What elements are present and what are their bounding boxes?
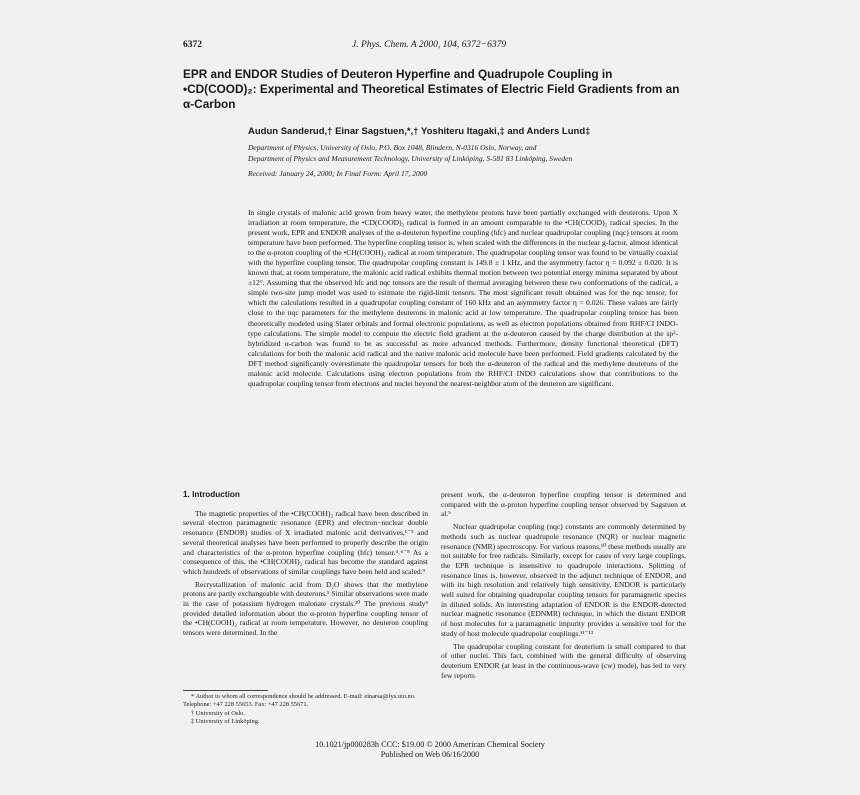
affiliations [248, 142, 688, 164]
body-paragraph: The quadrupolar coupling constant for deuterium is small compared to that of other nuclei. This fact, combined with the general difficulty of observing deuterium ENDOR (at least in the continuous-wave (cw) mode), has led to very few reports [441, 641, 686, 680]
left-column [183, 490, 428, 641]
received-dates: Received: January 24, 2000; In Final Form: April 17, 2000 [248, 169, 428, 178]
affiliation-linkoping: Department of Physics and Measurement Technology, University of Linköping, S-581 83 Linköping, Sweden [248, 154, 573, 163]
affiliation-oslo: Department of Physics, University of Oslo, P.O. Box 1048, Blindern, N-0316 Oslo, Norway, and [248, 143, 537, 152]
section-heading: 1. Introduction [183, 490, 240, 499]
doi-copyright: 10.1021/jp000283h CCC: $19.00 © 2000 American Chemical Society [315, 740, 545, 749]
author-list: Audun Sanderud,† Einar Sagstuen,*,† Yoshiteru Itagaki,‡ and Anders Lund‡ [248, 126, 591, 137]
abstract: In single crystals of malonic acid grown from heavy water, the methylene protons have been partially exchanged with deuterons. Upon X irradiation at room temperature, the •CD(COOD)₂ radical is formed in an amount comparable to the •CH(COOD)₂ radical species. In the present work, EPR and ENDOR analyses of the α-deuteron hyperfine coupling (hfc) and nuclear quadrupolar coupling (nqc) tensors at room temperature have been performed. The hyperfine coupling tensor is, when scaled with the differences in the nuclear g-factor, almost identical to the α-proton coupling of the •CH(COOH)₂ radical at room temperature. The quadrupolar coupling tensor was found to be virtually coaxial with the hyperfine coupling tensor. The quadrupolar coupling constant is 149.8 ± 1 kHz, and the asymmetry factor η = 0.092 ± 0.020. It is known that, at room temperature, the malonic acid radical exhibits thermal motion between two potential energy minima separated by about ±12°. Assuming that the observed hfc and nqc tensors are the result of thermal averaging between these two conformations of the radical, a simple two-site jump model was used to estimate the rigid-limit tensors. The most significant result obtained was for the nqc tensor, for which the calculations resulted in a quadrupolar coupling constant of 160 kHz and an asymmetry factor η = 0.026. These values are fairly close to the nqc parameters for the methylene deuterons in malonic acid at low temperature. The quadrupolar coupling tensor has been theoretically modeled using Slater orbitals and formal electronic populations, as well as electron populations obtained from RHF/CI INDO-type calculations. The simple model to compute the electric field gradient at the α-deuteron caused by the charge distribution at the sp²-hybridized α-carbon was found to be as successful as more advanced methods. Furthermore, density functional theoretical (DFT) calculations for both the malonic acid radical and the native malonic acid molecule have been performed. Field gradients calculated by the DFT method significantly overestimate the quadrupolar tensors for both the α-deuteron of the radical and the methylene deuterons of the malonic acid molecule. Calculations using electron populations from the RHF/CI INDO calculations show that contributions to the quadrupolar coupling tensor from electrons and nuclei beyond the nearest-neighbor atom of the deuteron are significant. [248, 208, 678, 388]
body-paragraph: Nuclear quadrupolar coupling (nqc) constants are commonly determined by methods such as nuclear quadrupole resonance (NQR) or nuclear magnetic resonance (NMR) spectroscopy. For various reasons,¹⁰ these methods usually are not suitable for free radicals. Similarly, except for cases of very large couplings, the EPR technique is insensitive to quadrupole interactions. Splitting of resonance lines is, however, observed in the adjunct technique of ENDOR, and with its high resolution and relatively high sensitivity, ENDOR is particularly well suited for obtaining quadrupolar coupling tensors for paramagnetic species in diluted solids. An interesting adaptation of ENDOR is the ENDOR-detected nuclear magnetic resonance (EDNMR) technique, in which the distant ENDOR of host molecules for a paramagnetic impurity provides a sensitive tool for the study of host molecule quadrupolar couplings.¹¹⁻¹³ [441, 522, 686, 638]
footnote-linkoping: ‡ University of Linköping. [191, 717, 260, 725]
footnote-oslo: † University of Oslo. [191, 709, 245, 717]
footnote-divider [183, 690, 268, 691]
body-paragraph: Recrystallization of malonic acid from D₂O shows that the methylene protons are partly exchangeable with deuterons.⁵ Similar observations were made in the case of potassium hydrogen malonate crystals.¹⁰ The previous study⁵ provided detailed information about the α-proton hyperfine coupling tensor of the •CH(COOH)₂ radical at room temperature. However, no deuteron coupling tensors were determined. In the [183, 579, 428, 638]
footnotes [183, 693, 428, 726]
article-title: EPR and ENDOR Studies of Deuteron Hyperfine and Quadrupole Coupling in •CD(COOD)₂: Experimental and Theoretical Estimates of Electric Field Gradients from an α-Carbon [183, 67, 680, 111]
footnote-correspondence: * Author to whom all correspondence should be addressed. E-mail: einarsa@fys.uio.no. Telephone: +47 228 55653. Fax: +47 228 55671. [183, 693, 416, 709]
body-paragraph: present work, the α-deuteron hyperfine coupling tensor is determined and compared with the α-proton hyperfine coupling tensor observed by Sagstuen et al.⁵ [441, 490, 686, 519]
journal-citation: J. Phys. Chem. A 2000, 104, 6372−6379 [352, 40, 507, 50]
page-footer [0, 740, 860, 759]
page-number: 6372 [183, 40, 202, 50]
publication-date: Published on Web 06/16/2000 [380, 749, 480, 759]
body-paragraph: The magnetic properties of the •CH(COOH)₂ radical have been described in several electron paramagnetic resonance (EPR) and electron−nuclear double resonance (ENDOR) studies of X irradiated malonic acid derivatives,¹⁻⁵ and several theoretical analyses have been performed to properly describe the origin and characteristics of the α-proton hyperfine coupling (hfc) tensor.⁴˒⁶⁻⁸ As a consequence of this, the •CH(COOH)₂ radical has become the standard against which hundreds of observations of similar couplings have been held and scaled.⁹ [183, 508, 428, 576]
right-column [441, 490, 686, 683]
